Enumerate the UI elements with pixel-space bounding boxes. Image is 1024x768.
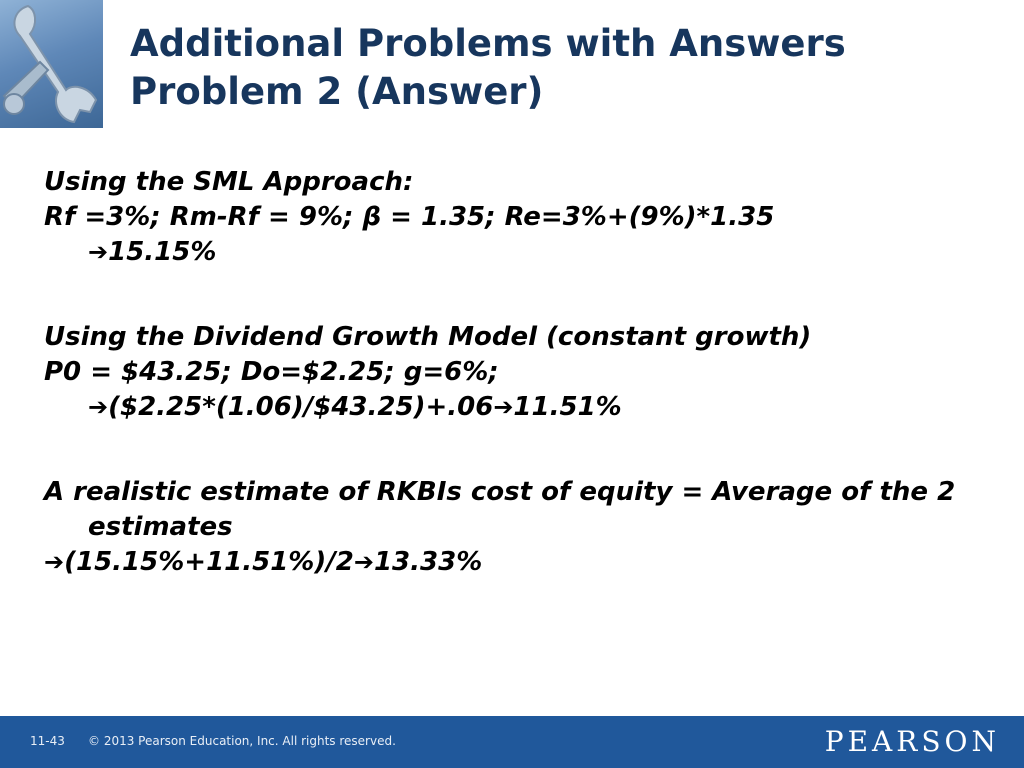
sml-formula: Rf =3%; Rm-Rf = 9%; β = 1.35; Re=3%+(9%)*1.35: [44, 202, 775, 232]
arrow-icon: ➔: [353, 548, 374, 576]
wrench-icon: [0, 0, 103, 128]
slide-body: [44, 165, 994, 580]
dgm-calculation: [44, 355, 994, 425]
copyright-notice: © 2013 Pearson Education, Inc. All rights reserved.: [88, 734, 396, 748]
wrench-logo: [0, 0, 103, 128]
sml-calculation: [44, 200, 994, 270]
dgm-result: 11.51%: [513, 392, 622, 422]
title-line-2: Problem 2 (Answer): [130, 70, 544, 113]
average-calculation: [44, 545, 994, 580]
sml-heading: Using the SML Approach:: [44, 167, 414, 197]
average-result: 13.33%: [373, 547, 483, 577]
dgm-heading: Using the Dividend Growth Model (constant growth): [44, 322, 812, 352]
title-line-1: Additional Problems with Answers: [130, 22, 846, 65]
dgm-inputs: P0 = $43.25; Do=$2.25; g=6%;: [44, 357, 499, 387]
arrow-icon: ➔: [44, 548, 65, 576]
slide-title: [130, 20, 1010, 116]
dgm-formula: ($2.25*(1.06)/$43.25)+.06: [108, 392, 494, 422]
sml-result: 15.15%: [108, 237, 217, 267]
page-number: 11-43: [30, 734, 65, 748]
estimate-text: A realistic estimate of RKBIs cost of equity = Average of the 2 estimates: [44, 477, 956, 542]
average-formula: (15.15%+11.51%)/2: [64, 547, 354, 577]
arrow-icon: ➔: [493, 393, 514, 421]
arrow-icon: ➔: [88, 393, 109, 421]
footer-bar: [0, 716, 1024, 768]
pearson-logo: PEARSON: [824, 725, 1000, 758]
arrow-icon: ➔: [88, 238, 109, 266]
